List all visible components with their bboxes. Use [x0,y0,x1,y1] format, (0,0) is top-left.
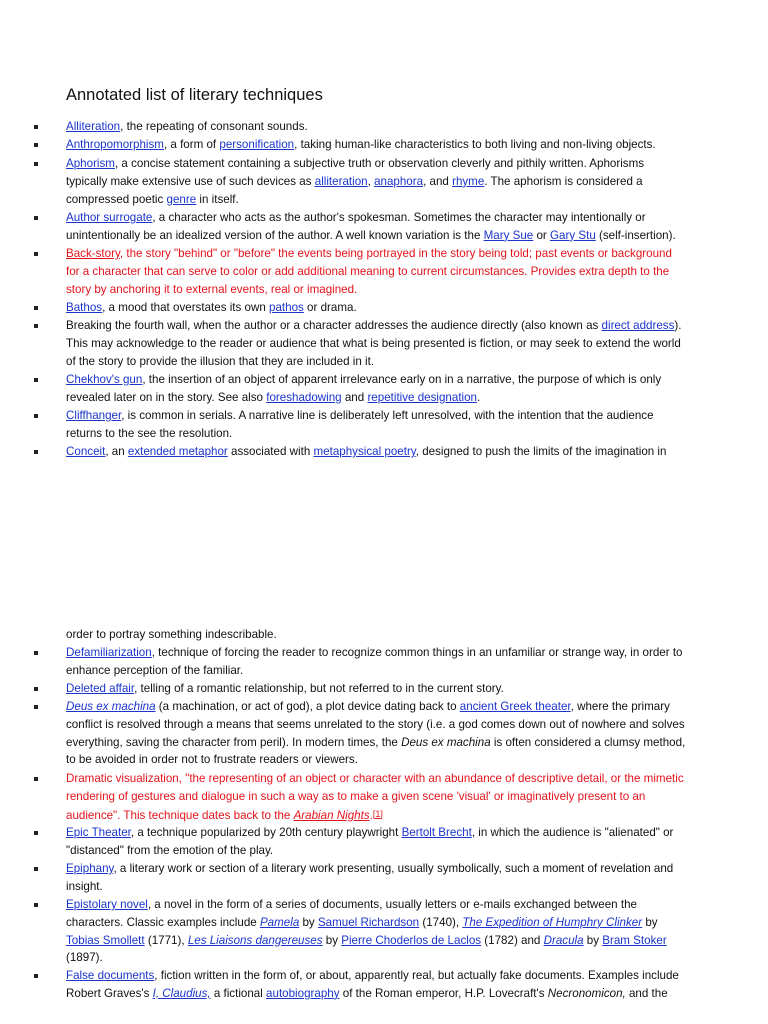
item-text: revealed later on in the story. See also [66,390,267,404]
list-item-continuation [66,626,706,644]
item-text: . [477,390,481,404]
bullet [34,324,38,328]
link-tobias-smollett[interactable]: Tobias Smollett [66,933,145,947]
item-text: , a literary work or section of a literary work presenting, usually symbolically, such a moment of revelation and [113,862,674,875]
item-text: everything, saving the character from peril). In modern times, the [66,735,402,749]
item-text: for a character that can serve to color or add additional meaning to current circumstances. Provides extra depth to the [66,264,670,278]
item-text: and [341,390,368,404]
link-anthropomorphism[interactable]: Anthropomorphism [66,138,164,151]
item-text: (1897). [66,951,103,965]
bullet [34,414,38,418]
item-text: , technique of forcing the reader to recognize common things in an unfamiliar or strange way, in order to [151,646,683,659]
link-epic-theater[interactable]: Epic Theater [66,826,131,839]
item-text: , a form of [163,138,220,151]
bullet [34,831,38,835]
link-deus-ex-machina[interactable]: Deus ex machina [66,700,156,713]
item-text: . [369,808,373,822]
item-text: , the insertion of an object of apparent irrelevance early on in a narrative, the purpose of which is only [142,373,662,386]
list-item [66,245,706,298]
link-epistolary-novel[interactable]: Epistolary novel [66,898,148,911]
link-back-story[interactable]: Back-story [66,247,120,260]
item-text: (1782) and [481,933,544,947]
list-item [66,371,706,407]
link-epiphany[interactable]: Epiphany [66,862,114,875]
item-text: , a character who acts as the author's spokesman. Sometimes the character may intentionally or [152,211,646,224]
item-text: compressed poetic [66,192,167,206]
bullet [34,378,38,382]
item-text: insight. [66,879,103,893]
list-item [66,680,706,698]
item-text: of the story to provide the illusion that they are included in it. [66,354,375,368]
item-text: , designed to push the limits of the imagination in [415,445,667,458]
bullet [34,687,38,691]
bullet [34,705,38,709]
link-pathos[interactable]: pathos [269,301,304,314]
link-false-documents[interactable]: False documents [66,969,155,982]
link-repetitive-designation[interactable]: repetitive designation [367,390,478,404]
list-item [66,209,706,245]
link-autobiography[interactable]: autobiography [266,986,340,1000]
link-bathos[interactable]: Bathos [66,301,103,314]
list-item [66,299,706,317]
list-item [66,860,706,896]
item-text: "distanced" from the emotion of the play. [66,843,274,857]
list-item [66,770,706,824]
item-text: rendering of gestures and dialogue in such a way as to make a given scene 'visual' or imaginatively present to an [66,789,646,803]
bullet [34,651,38,655]
list-item [66,644,706,680]
item-text: (1771), [144,933,188,947]
item-text: Dramatic visualization, "the representing of an object or character with an abundance of descriptive detail, or the mimetic [66,772,684,785]
list-item [66,967,706,1003]
link-bertolt-brecht[interactable]: Bertolt Brecht [401,826,472,839]
item-text: , the repeating of consonant sounds. [120,120,308,133]
link-personification[interactable]: personification [219,138,295,151]
item-text: unintentionally be an idealized version of the author. A well known variation is the [66,228,484,242]
item-text: conflict is resolved through a means that seems unrelated to the story (i.e. a god comes down out of nowhere and solves [66,717,685,731]
item-text: , taking human-like characteristics to both living and non-living objects. [294,138,656,151]
link-deleted-affair[interactable]: Deleted affair [66,682,135,695]
item-text: enhance perception of the familiar. [66,663,244,677]
link-les-liaisons[interactable]: Les Liaisons dangereuses [187,933,323,947]
bullet [34,125,38,129]
link-conceit[interactable]: Conceit [66,445,106,458]
item-text: . The aphorism is considered a [484,174,643,188]
item-text: , and [423,174,453,188]
item-text: , fiction written in the form of, or about, apparently real, but actually fake documents. Examples include [154,969,679,982]
item-text: to be avoided in order not to frustrate readers or viewers. [66,753,358,767]
link-cliffhanger[interactable]: Cliffhanger [66,409,122,422]
item-text: by [583,933,603,947]
bullet [34,252,38,256]
item-text: , in which the audience is "alienated" or [471,826,674,839]
bullet [34,143,38,147]
item-text-italic: Deus ex machina [401,735,491,749]
item-text: (self-insertion). [595,228,676,242]
link-chekhovs-gun[interactable]: Chekhov's gun [66,373,143,386]
item-text: , is common in serials. A narrative line is deliberately left unresolved, with the intention that the audience [121,409,654,422]
page-title: Annotated list of literary techniques [66,86,323,104]
link-direct-address[interactable]: direct address [601,319,675,332]
bullet [34,306,38,310]
item-text: story by anchoring it to external events, real or imagined. [66,282,358,296]
link-bram-stoker[interactable]: Bram Stoker [602,933,667,947]
link-ancient-greek-theater[interactable]: ancient Greek theater [459,700,571,713]
item-text: , [367,174,375,188]
item-text: returns to the see the resolution. [66,426,233,440]
link-alliteration[interactable]: alliteration [314,174,368,188]
link-extended-metaphor[interactable]: extended metaphor [127,445,228,458]
item-text-italic: Necronomicon, [547,986,626,1000]
item-text: is often considered a clumsy method, [490,735,686,749]
bullet [34,867,38,871]
list-item [66,136,706,154]
item-text: , a concise statement containing a subjective truth or observation cleverly and pithily written. Aphorisms [114,157,645,170]
list-item [66,824,706,860]
bullet [34,450,38,454]
list-item [66,317,706,370]
item-text: , telling of a romantic relationship, but not referred to in the current story. [134,682,504,695]
item-text: (1740), [419,915,463,929]
item-text: , a novel in the form of a series of documents, usually letters or e-mails exchanged between the [147,898,637,911]
link-samuel-richardson[interactable]: Samuel Richardson [317,915,420,929]
item-text: Robert Graves's [66,986,153,1000]
link-arabian-nights[interactable]: Arabian Nights [293,808,370,822]
list-item [66,155,706,208]
citation-link[interactable]: [1] [372,808,383,819]
bullet [34,777,38,781]
bullet [34,216,38,220]
item-text: or drama. [303,301,357,314]
item-text: , the story "behind" or "before" the events being portrayed in the story being told; past events or background [119,247,672,260]
bullet [34,903,38,907]
bullet [34,162,38,166]
item-text: , a technique popularized by 20th century playwright [130,826,402,839]
link-metaphysical-poetry[interactable]: metaphysical poetry [313,445,416,458]
link-author-surrogate[interactable]: Author surrogate [66,211,153,224]
link-anaphora[interactable]: anaphora [374,174,424,188]
list-item [66,896,706,967]
link-aphorism[interactable]: Aphorism [66,157,115,170]
list-item [66,443,706,461]
item-text: in itself. [196,192,239,206]
item-text: typically make extensive use of such devices as [66,174,315,188]
item-text: a fictional [210,986,267,1000]
link-defamiliarization[interactable]: Defamiliarization [66,646,152,659]
item-text: This may acknowledge to the reader or audience that what is being presented is fiction, or may seek to extend the world [66,336,681,350]
link-foreshadowing[interactable]: foreshadowing [266,390,342,404]
item-text: Breaking the fourth wall, when the author or a character addresses the audience directly (also known as [66,319,602,332]
item-text: , an [105,445,128,458]
item-text: associated with [227,445,314,458]
list-item [66,698,706,769]
item-text: by [322,933,342,947]
link-pamela[interactable]: Pamela [259,915,300,929]
list-item [66,118,706,136]
item-text: order to portray something indescribable. [66,628,277,641]
item-text: , a mood that overstates its own [102,301,270,314]
link-alliteration[interactable]: Alliteration [66,120,121,133]
link-mary-sue[interactable]: Mary Sue [483,228,534,242]
bullet [34,974,38,978]
item-text: by [299,915,318,929]
item-text: (a machination, or act of god), a plot device dating back to [155,700,460,713]
link-gary-stu[interactable]: Gary Stu [550,228,596,242]
link-dracula[interactable]: Dracula [543,933,584,947]
list-item [66,407,706,443]
item-text: and the [625,986,668,1000]
item-text: characters. Classic examples include [66,915,260,929]
item-text: or [533,228,551,242]
item-text: by [642,915,658,929]
link-humphry-clinker[interactable]: The Expedition of Humphry Clinker [462,915,643,929]
link-laclos[interactable]: Pierre Choderlos de Laclos [341,933,482,947]
item-text: , where the primary [570,700,670,713]
item-text: audience". This technique dates back to the [66,808,294,822]
link-rhyme[interactable]: rhyme [452,174,485,188]
item-text: ). [674,319,682,332]
link-i-claudius[interactable]: I, Claudius, [152,986,211,1000]
link-genre[interactable]: genre [166,192,197,206]
item-text: of the Roman emperor, H.P. Lovecraft's [339,986,548,1000]
